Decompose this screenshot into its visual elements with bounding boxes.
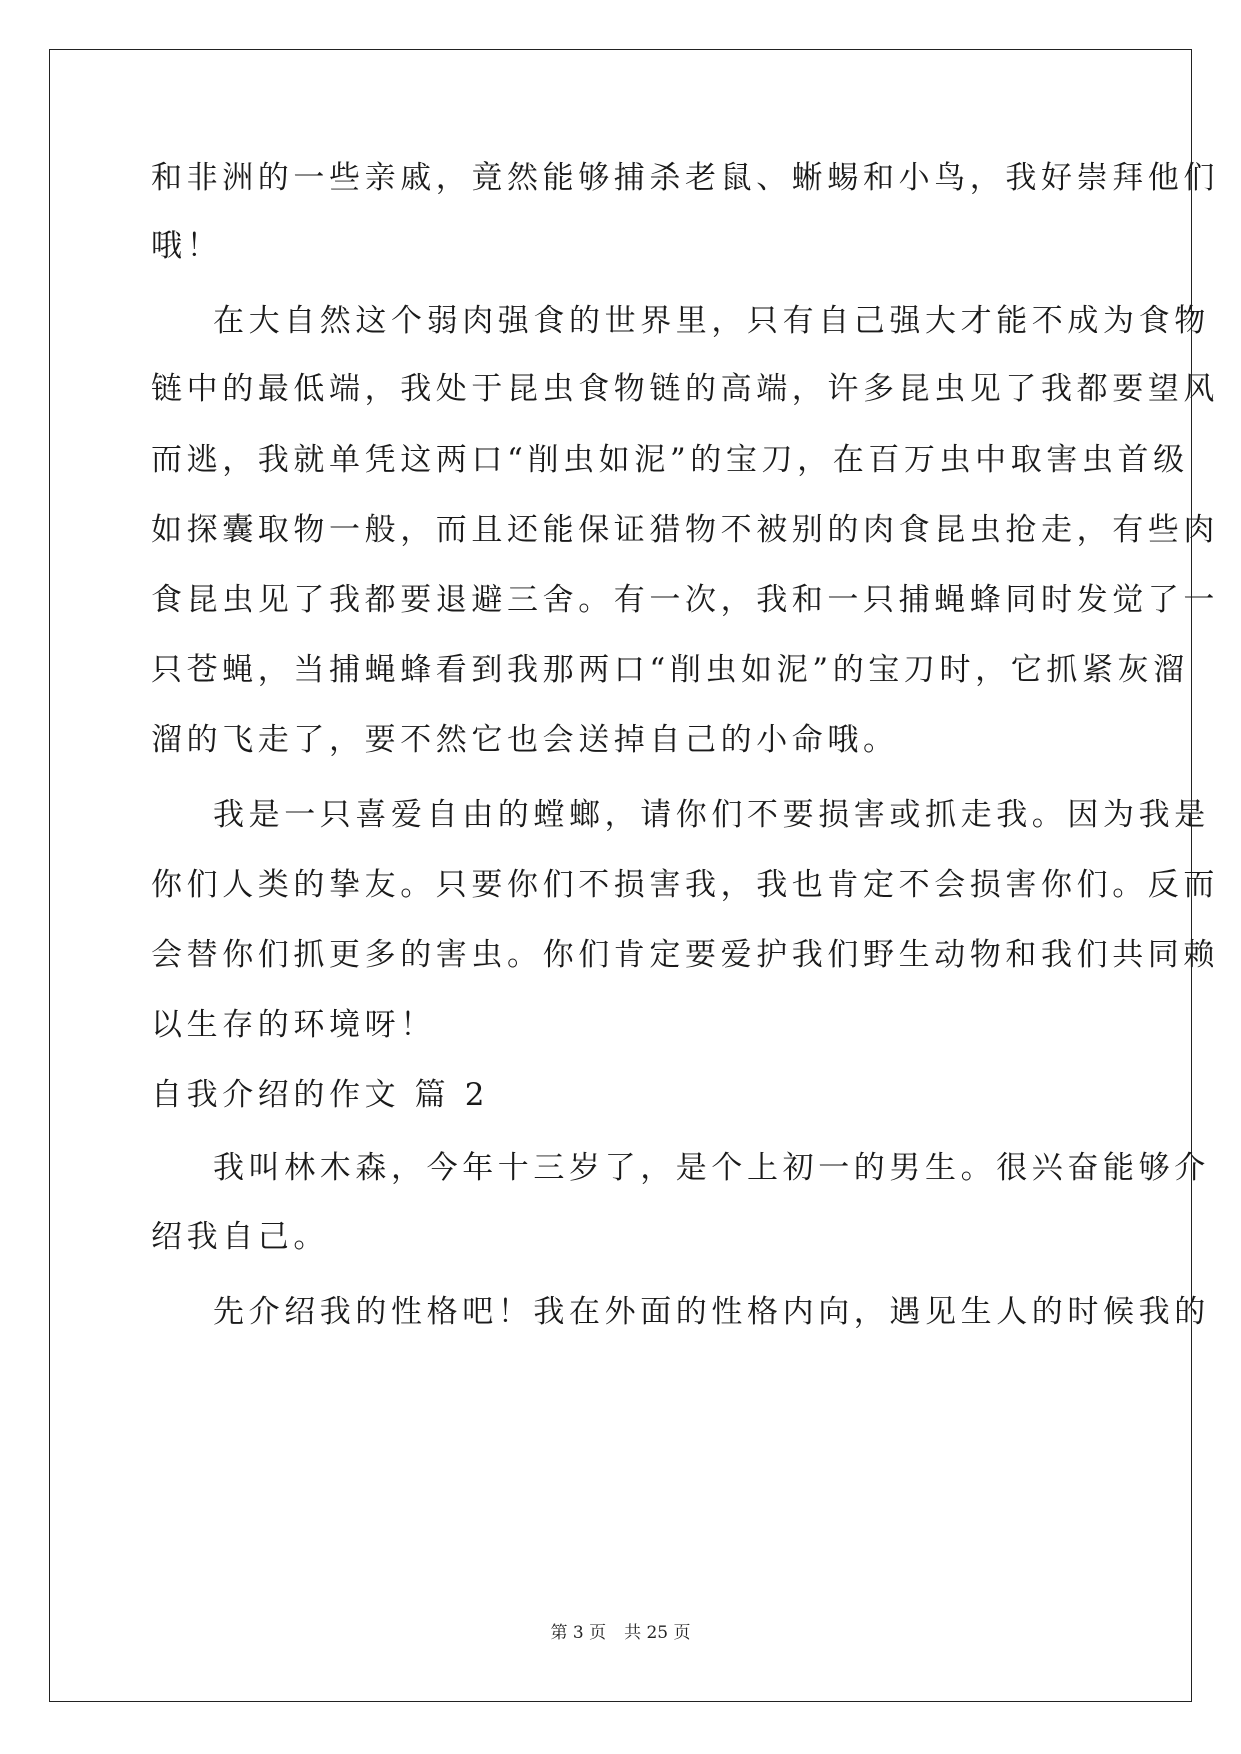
- text-line: 如探囊取物一般，而且还能保证猎物不被别的肉食昆虫抢走，有些肉: [151, 512, 1219, 548]
- text-line: 食昆虫见了我都要退避三舍。有一次，我和一只捕蝇蜂同时发觉了一: [151, 582, 1219, 618]
- text-line: 只苍蝇，当捕蝇蜂看到我那两口“削虫如泥”的宝刀时，它抓紧灰溜: [151, 652, 1189, 688]
- paragraph-start-line: 我是一只喜爱自由的螳螂，请你们不要损害或抓走我。因为我是: [213, 797, 1210, 833]
- text-line: 你们人类的挚友。只要你们不损害我，我也肯定不会损害你们。反而: [151, 867, 1219, 903]
- page-number-current: 第 3 页: [550, 1623, 607, 1643]
- text-line: 绍我自己。: [151, 1219, 329, 1255]
- text-line: 溜的飞走了，要不然它也会送掉自己的小命哦。: [151, 722, 899, 758]
- page-footer: [0, 1622, 1241, 1644]
- paragraph-start-line: 我叫林木森，今年十三岁了，是个上初一的男生。很兴奋能够介: [213, 1150, 1210, 1186]
- paragraph-start-line: 先介绍我的性格吧！我在外面的性格内向，遇见生人的时候我的: [213, 1294, 1210, 1330]
- text-line: 而逃，我就单凭这两口“削虫如泥”的宝刀，在百万虫中取害虫首级: [151, 442, 1189, 478]
- text-line: 链中的最低端，我处于昆虫食物链的高端，许多昆虫见了我都要望风: [151, 371, 1219, 407]
- text-line: 哦！: [151, 228, 223, 264]
- paragraph-start-line: 在大自然这个弱肉强食的世界里，只有自己强大才能不成为食物: [213, 303, 1210, 339]
- text-line: 以生存的环境呀！: [151, 1007, 436, 1043]
- page-number-total: 共 25 页: [624, 1623, 691, 1643]
- text-line: 和非洲的一些亲戚，竟然能够捕杀老鼠、蜥蜴和小鸟，我好崇拜他们: [151, 160, 1219, 196]
- section-heading: 自我介绍的作文 篇 2: [151, 1077, 490, 1113]
- text-line: 会替你们抓更多的害虫。你们肯定要爱护我们野生动物和我们共同赖: [151, 937, 1219, 973]
